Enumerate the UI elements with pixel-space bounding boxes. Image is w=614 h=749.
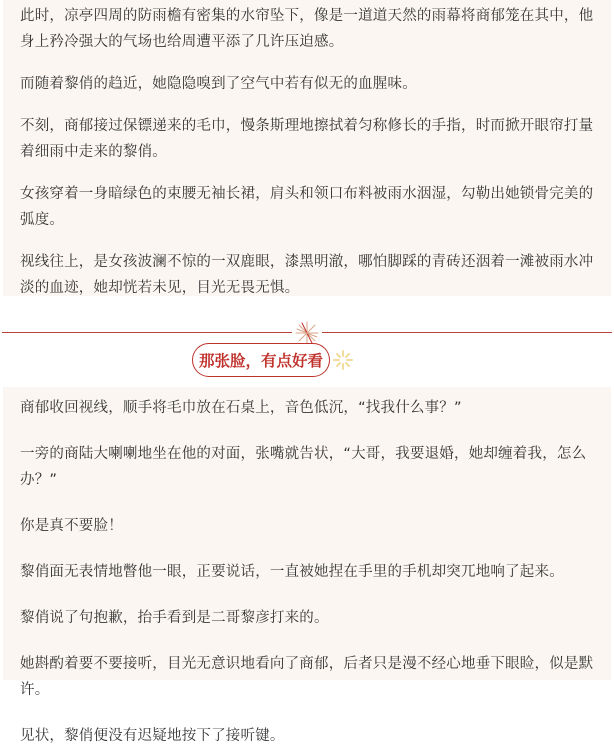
text-section-2: [3, 387, 611, 744]
text-section-1: [3, 0, 611, 296]
paragraph: 她斟酌着要不要接听，目光无意识地看向了商郁，后者只是漫不经心地垂下眼睑，似是默许。: [20, 656, 594, 698]
firework-icon: [295, 321, 319, 345]
section-heading: 那张脸，有点好看: [198, 352, 323, 370]
paragraph: 视线往上，是女孩波澜不惊的一双鹿眼，漆黑明澈，哪怕脚踩的青砖还洇着一滩被雨水冲淡的血迹，她却恍若未见，目光无畏无惧。: [20, 254, 594, 296]
paragraph: 黎俏说了句抱歉，抬手看到是二哥黎彦打来的。: [20, 610, 329, 626]
paragraph: 此时，凉亭四周的防雨檐有密集的水帘坠下，像是一道道天然的雨幕将商郁笼在其中，他身上矜冷强大的气场也给周遭平添了几许压迫感。: [20, 8, 594, 50]
divider-line-right: [322, 332, 612, 333]
paragraph: 见状，黎俏便没有迟疑地按下了接听键。: [20, 728, 285, 744]
paragraph: 不刻，商郁接过保镖递来的毛巾，慢条斯理地擦拭着匀称修长的手指，时而掀开眼帘打量着细雨中走来的黎俏。: [20, 118, 594, 160]
paragraph: 商郁收回视线，顺手将毛巾放在石桌上，音色低沉，“找我什么事？”: [20, 400, 462, 416]
paragraph: 而随着黎俏的趋近，她隐隐嗅到了空气中若有似无的血腥味。: [20, 76, 417, 92]
sparkle-icon-right: [332, 349, 354, 371]
section-heading-badge: [192, 343, 330, 377]
paragraph: 一旁的商陆大喇喇地坐在他的对面，张嘴就告状，“大哥，我要退婚，她却缠着我，怎么办？”: [20, 446, 587, 488]
paragraph: 你是真不要脸！: [20, 518, 123, 534]
paragraph: 女孩穿着一身暗绿色的束腰无袖长裙，肩头和领口布料被雨水洇湿，勾勒出她锁骨完美的弧度。: [20, 186, 594, 228]
divider-line-left: [2, 332, 292, 333]
section-divider: [2, 322, 612, 342]
paragraph: 黎俏面无表情地瞥他一眼，正要说话，一直被她捏在手里的手机却突兀地响了起来。: [20, 564, 564, 580]
